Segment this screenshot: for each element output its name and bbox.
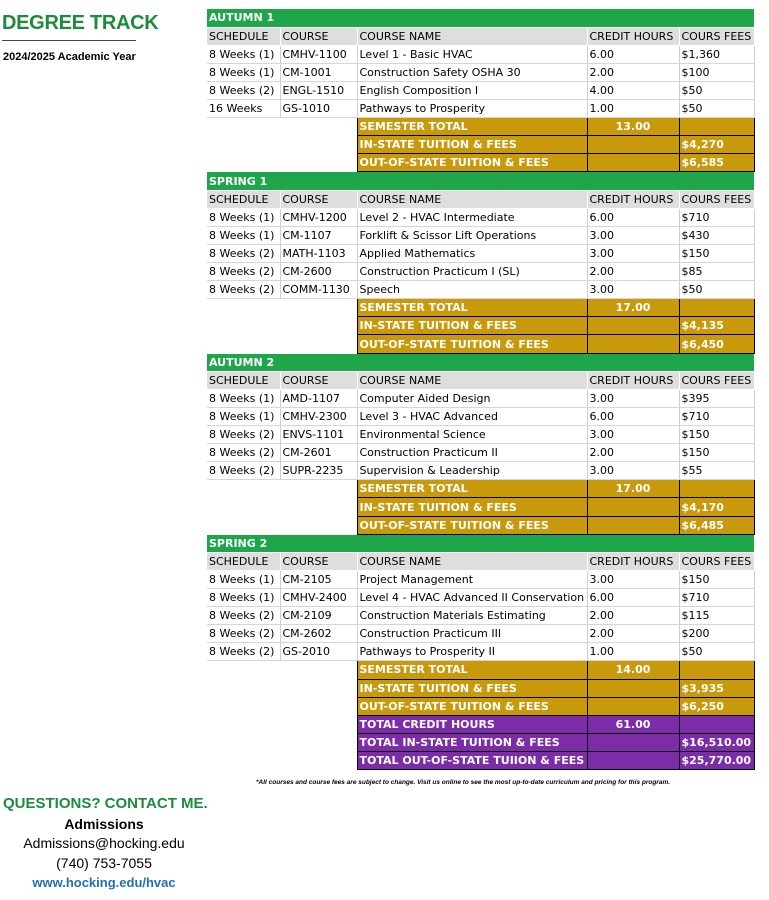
instate-label: IN-STATE TUITION & FEES: [357, 498, 587, 516]
column-header-schedule: SCHEDULE: [207, 190, 280, 208]
contact-name: Admissions: [64, 816, 144, 832]
course-credits: 6.00: [587, 208, 679, 226]
course-credits: 2.00: [587, 625, 679, 643]
semester-header-row: [207, 9, 754, 27]
course-row: [207, 244, 754, 262]
course-row: [207, 45, 754, 63]
total-instate-credits-empty: [587, 733, 679, 751]
column-header-fees: COURS FEES: [679, 190, 754, 208]
course-name: Construction Practicum I (SL): [357, 263, 587, 281]
total-outstate-label: TOTAL OUT-OF-STATE TUIION & FEES: [357, 751, 587, 769]
outstate-label: OUT-OF-STATE TUITION & FEES: [357, 697, 587, 715]
course-schedule: 8 Weeks (1): [207, 389, 280, 407]
course-credits: 1.00: [587, 643, 679, 661]
course-code: CM-1001: [280, 63, 357, 81]
semester-total-fees-empty: [679, 299, 754, 317]
course-code: CM-2601: [280, 444, 357, 462]
course-fees: $430: [679, 226, 754, 244]
semester-total-label: SEMESTER TOTAL: [357, 299, 587, 317]
course-schedule: 8 Weeks (1): [207, 570, 280, 588]
instate-label: IN-STATE TUITION & FEES: [357, 679, 587, 697]
total-credit-hours-label: TOTAL CREDIT HOURS: [357, 715, 587, 733]
course-code: CM-2109: [280, 607, 357, 625]
course-row: [207, 570, 754, 588]
course-fees: $710: [679, 407, 754, 425]
course-fees: $50: [679, 81, 754, 99]
semester-name: AUTUMN 1: [207, 9, 754, 27]
course-row: [207, 389, 754, 407]
course-code: AMD-1107: [280, 389, 357, 407]
column-header-fees: COURS FEES: [679, 552, 754, 570]
course-row: [207, 589, 754, 607]
course-row: [207, 607, 754, 625]
course-schedule: 16 Weeks: [207, 100, 280, 118]
course-fees: $200: [679, 625, 754, 643]
course-code: CMHV-1200: [280, 208, 357, 226]
semester-total-row: [207, 299, 754, 317]
course-code: COMM-1130: [280, 281, 357, 299]
summary-spacer: [207, 118, 357, 172]
course-credits: 6.00: [587, 589, 679, 607]
course-schedule: 8 Weeks (2): [207, 625, 280, 643]
course-schedule: 8 Weeks (1): [207, 589, 280, 607]
semester-total-credits: 17.00: [587, 480, 679, 498]
summary-spacer: [207, 661, 357, 715]
column-header-schedule: SCHEDULE: [207, 552, 280, 570]
instate-value: $3,935: [679, 679, 754, 697]
instate-credits-empty: [587, 136, 679, 154]
course-row: [207, 100, 754, 118]
course-schedule: 8 Weeks (1): [207, 63, 280, 81]
course-fees: $115: [679, 607, 754, 625]
course-name: Level 3 - HVAC Advanced: [357, 407, 587, 425]
course-name: English Composition I: [357, 81, 587, 99]
course-fees: $150: [679, 570, 754, 588]
instate-credits-empty: [587, 317, 679, 335]
course-fees: $710: [679, 589, 754, 607]
column-header-credit-hours: CREDIT HOURS: [587, 552, 679, 570]
course-row: [207, 407, 754, 425]
semester-total-fees-empty: [679, 480, 754, 498]
course-fees: $50: [679, 281, 754, 299]
semester-header-row: [207, 172, 754, 190]
course-name: Pathways to Prosperity II: [357, 643, 587, 661]
column-header-schedule: SCHEDULE: [207, 27, 280, 45]
course-row: [207, 63, 754, 81]
course-fees: $150: [679, 426, 754, 444]
total-outstate-credits-empty: [587, 751, 679, 769]
column-header-row: [207, 27, 754, 45]
course-fees: $1,360: [679, 45, 754, 63]
course-fees: $50: [679, 643, 754, 661]
disclaimer-note: *All courses and course fees are subject to change. Visit us online to see the most up-to-date curriculum and pricing for this program.: [256, 779, 671, 786]
instate-value: $4,270: [679, 136, 754, 154]
course-code: CM-2602: [280, 625, 357, 643]
total-credit-fees-empty: [679, 715, 754, 733]
outstate-label: OUT-OF-STATE TUITION & FEES: [357, 516, 587, 534]
semester-total-row: [207, 661, 754, 679]
course-credits: 3.00: [587, 281, 679, 299]
column-header-fees: COURS FEES: [679, 27, 754, 45]
column-header-course-name: COURSE NAME: [357, 27, 587, 45]
grand-spacer: [207, 715, 357, 769]
course-code: MATH-1103: [280, 244, 357, 262]
course-fees: $150: [679, 244, 754, 262]
course-name: Forklift & Scissor Lift Operations: [357, 226, 587, 244]
course-credits: 3.00: [587, 426, 679, 444]
course-schedule: 8 Weeks (2): [207, 426, 280, 444]
summary-spacer: [207, 299, 357, 353]
semester-total-label: SEMESTER TOTAL: [357, 118, 587, 136]
column-header-course: COURSE: [280, 27, 357, 45]
title-divider: [2, 40, 136, 41]
course-schedule: 8 Weeks (2): [207, 444, 280, 462]
course-name: Speech: [357, 281, 587, 299]
outstate-credits-empty: [587, 154, 679, 172]
academic-year: 2024/2025 Academic Year: [3, 51, 136, 63]
course-fees: $50: [679, 100, 754, 118]
column-header-course: COURSE: [280, 190, 357, 208]
course-code: CM-2105: [280, 570, 357, 588]
outstate-credits-empty: [587, 516, 679, 534]
page-title: DEGREE TRACK: [2, 12, 159, 34]
course-code: SUPR-2235: [280, 462, 357, 480]
course-name: Supervision & Leadership: [357, 462, 587, 480]
course-schedule: 8 Weeks (2): [207, 281, 280, 299]
course-code: ENGL-1510: [280, 81, 357, 99]
column-header-course-name: COURSE NAME: [357, 371, 587, 389]
course-credits: 6.00: [587, 407, 679, 425]
column-header-course: COURSE: [280, 552, 357, 570]
course-schedule: 8 Weeks (1): [207, 208, 280, 226]
degree-track-table: [207, 9, 755, 770]
course-name: Computer Aided Design: [357, 389, 587, 407]
course-credits: 3.00: [587, 244, 679, 262]
instate-value: $4,170: [679, 498, 754, 516]
course-name: Environmental Science: [357, 426, 587, 444]
course-schedule: 8 Weeks (2): [207, 263, 280, 281]
course-schedule: 8 Weeks (2): [207, 607, 280, 625]
column-header-row: [207, 371, 754, 389]
column-header-credit-hours: CREDIT HOURS: [587, 190, 679, 208]
course-row: [207, 426, 754, 444]
instate-label: IN-STATE TUITION & FEES: [357, 136, 587, 154]
total-instate-value: $16,510.00: [679, 733, 754, 751]
contact-website-link[interactable]: www.hocking.edu/hvac: [32, 875, 176, 890]
course-fees: $85: [679, 263, 754, 281]
column-header-credit-hours: CREDIT HOURS: [587, 371, 679, 389]
course-name: Pathways to Prosperity: [357, 100, 587, 118]
course-row: [207, 81, 754, 99]
course-row: [207, 444, 754, 462]
course-fees: $150: [679, 444, 754, 462]
course-credits: 2.00: [587, 607, 679, 625]
semester-total-credits: 17.00: [587, 299, 679, 317]
course-credits: 3.00: [587, 462, 679, 480]
grand-total-credits-row: [207, 715, 754, 733]
course-fees: $710: [679, 208, 754, 226]
course-fees: $100: [679, 63, 754, 81]
course-credits: 1.00: [587, 100, 679, 118]
semester-name: AUTUMN 2: [207, 353, 754, 371]
course-credits: 4.00: [587, 81, 679, 99]
course-schedule: 8 Weeks (1): [207, 45, 280, 63]
total-outstate-value: $25,770.00: [679, 751, 754, 769]
course-row: [207, 281, 754, 299]
course-code: CM-2600: [280, 263, 357, 281]
outstate-credits-empty: [587, 335, 679, 353]
course-schedule: 8 Weeks (2): [207, 244, 280, 262]
semester-total-credits: 13.00: [587, 118, 679, 136]
course-row: [207, 263, 754, 281]
contact-phone[interactable]: (740) 753-7055: [56, 855, 152, 871]
course-credits: 2.00: [587, 263, 679, 281]
total-instate-label: TOTAL IN-STATE TUITION & FEES: [357, 733, 587, 751]
instate-label: IN-STATE TUITION & FEES: [357, 317, 587, 335]
course-row: [207, 462, 754, 480]
column-header-fees: COURS FEES: [679, 371, 754, 389]
course-code: CMHV-2400: [280, 589, 357, 607]
outstate-value: $6,585: [679, 154, 754, 172]
course-code: GS-1010: [280, 100, 357, 118]
course-row: [207, 208, 754, 226]
contact-email[interactable]: Admissions@hocking.edu: [23, 835, 185, 851]
semester-total-credits: 14.00: [587, 661, 679, 679]
course-fees: $55: [679, 462, 754, 480]
course-name: Construction Practicum III: [357, 625, 587, 643]
course-schedule: 8 Weeks (2): [207, 462, 280, 480]
course-name: Applied Mathematics: [357, 244, 587, 262]
column-header-row: [207, 190, 754, 208]
course-code: CM-1107: [280, 226, 357, 244]
course-name: Level 1 - Basic HVAC: [357, 45, 587, 63]
total-credit-hours-value: 61.00: [587, 715, 679, 733]
semester-total-fees-empty: [679, 118, 754, 136]
course-row: [207, 226, 754, 244]
course-schedule: 8 Weeks (1): [207, 407, 280, 425]
semester-name: SPRING 1: [207, 172, 754, 190]
semester-total-label: SEMESTER TOTAL: [357, 661, 587, 679]
course-name: Level 4 - HVAC Advanced II Conservation: [357, 589, 587, 607]
outstate-value: $6,450: [679, 335, 754, 353]
contact-heading: QUESTIONS? CONTACT ME.: [3, 795, 208, 812]
outstate-label: OUT-OF-STATE TUITION & FEES: [357, 154, 587, 172]
course-name: Construction Safety OSHA 30: [357, 63, 587, 81]
column-header-schedule: SCHEDULE: [207, 371, 280, 389]
course-row: [207, 625, 754, 643]
semester-total-fees-empty: [679, 661, 754, 679]
course-schedule: 8 Weeks (2): [207, 81, 280, 99]
course-code: GS-2010: [280, 643, 357, 661]
instate-credits-empty: [587, 498, 679, 516]
course-code: ENVS-1101: [280, 426, 357, 444]
semester-total-row: [207, 118, 754, 136]
outstate-value: $6,485: [679, 516, 754, 534]
column-header-course-name: COURSE NAME: [357, 190, 587, 208]
course-name: Construction Materials Estimating: [357, 607, 587, 625]
column-header-credit-hours: CREDIT HOURS: [587, 27, 679, 45]
semester-total-label: SEMESTER TOTAL: [357, 480, 587, 498]
semester-header-row: [207, 534, 754, 552]
course-schedule: 8 Weeks (2): [207, 643, 280, 661]
outstate-label: OUT-OF-STATE TUITION & FEES: [357, 335, 587, 353]
course-credits: 3.00: [587, 226, 679, 244]
summary-spacer: [207, 480, 357, 534]
course-code: CMHV-2300: [280, 407, 357, 425]
course-code: CMHV-1100: [280, 45, 357, 63]
semester-header-row: [207, 353, 754, 371]
instate-credits-empty: [587, 679, 679, 697]
semester-total-row: [207, 480, 754, 498]
course-schedule: 8 Weeks (1): [207, 226, 280, 244]
outstate-credits-empty: [587, 697, 679, 715]
course-credits: 3.00: [587, 389, 679, 407]
course-credits: 2.00: [587, 444, 679, 462]
outstate-value: $6,250: [679, 697, 754, 715]
course-credits: 6.00: [587, 45, 679, 63]
instate-value: $4,135: [679, 317, 754, 335]
course-row: [207, 643, 754, 661]
course-credits: 3.00: [587, 570, 679, 588]
course-fees: $395: [679, 389, 754, 407]
column-header-course: COURSE: [280, 371, 357, 389]
column-header-course-name: COURSE NAME: [357, 552, 587, 570]
course-credits: 2.00: [587, 63, 679, 81]
course-name: Construction Practicum II: [357, 444, 587, 462]
course-name: Project Management: [357, 570, 587, 588]
course-name: Level 2 - HVAC Intermediate: [357, 208, 587, 226]
column-header-row: [207, 552, 754, 570]
semester-name: SPRING 2: [207, 534, 754, 552]
